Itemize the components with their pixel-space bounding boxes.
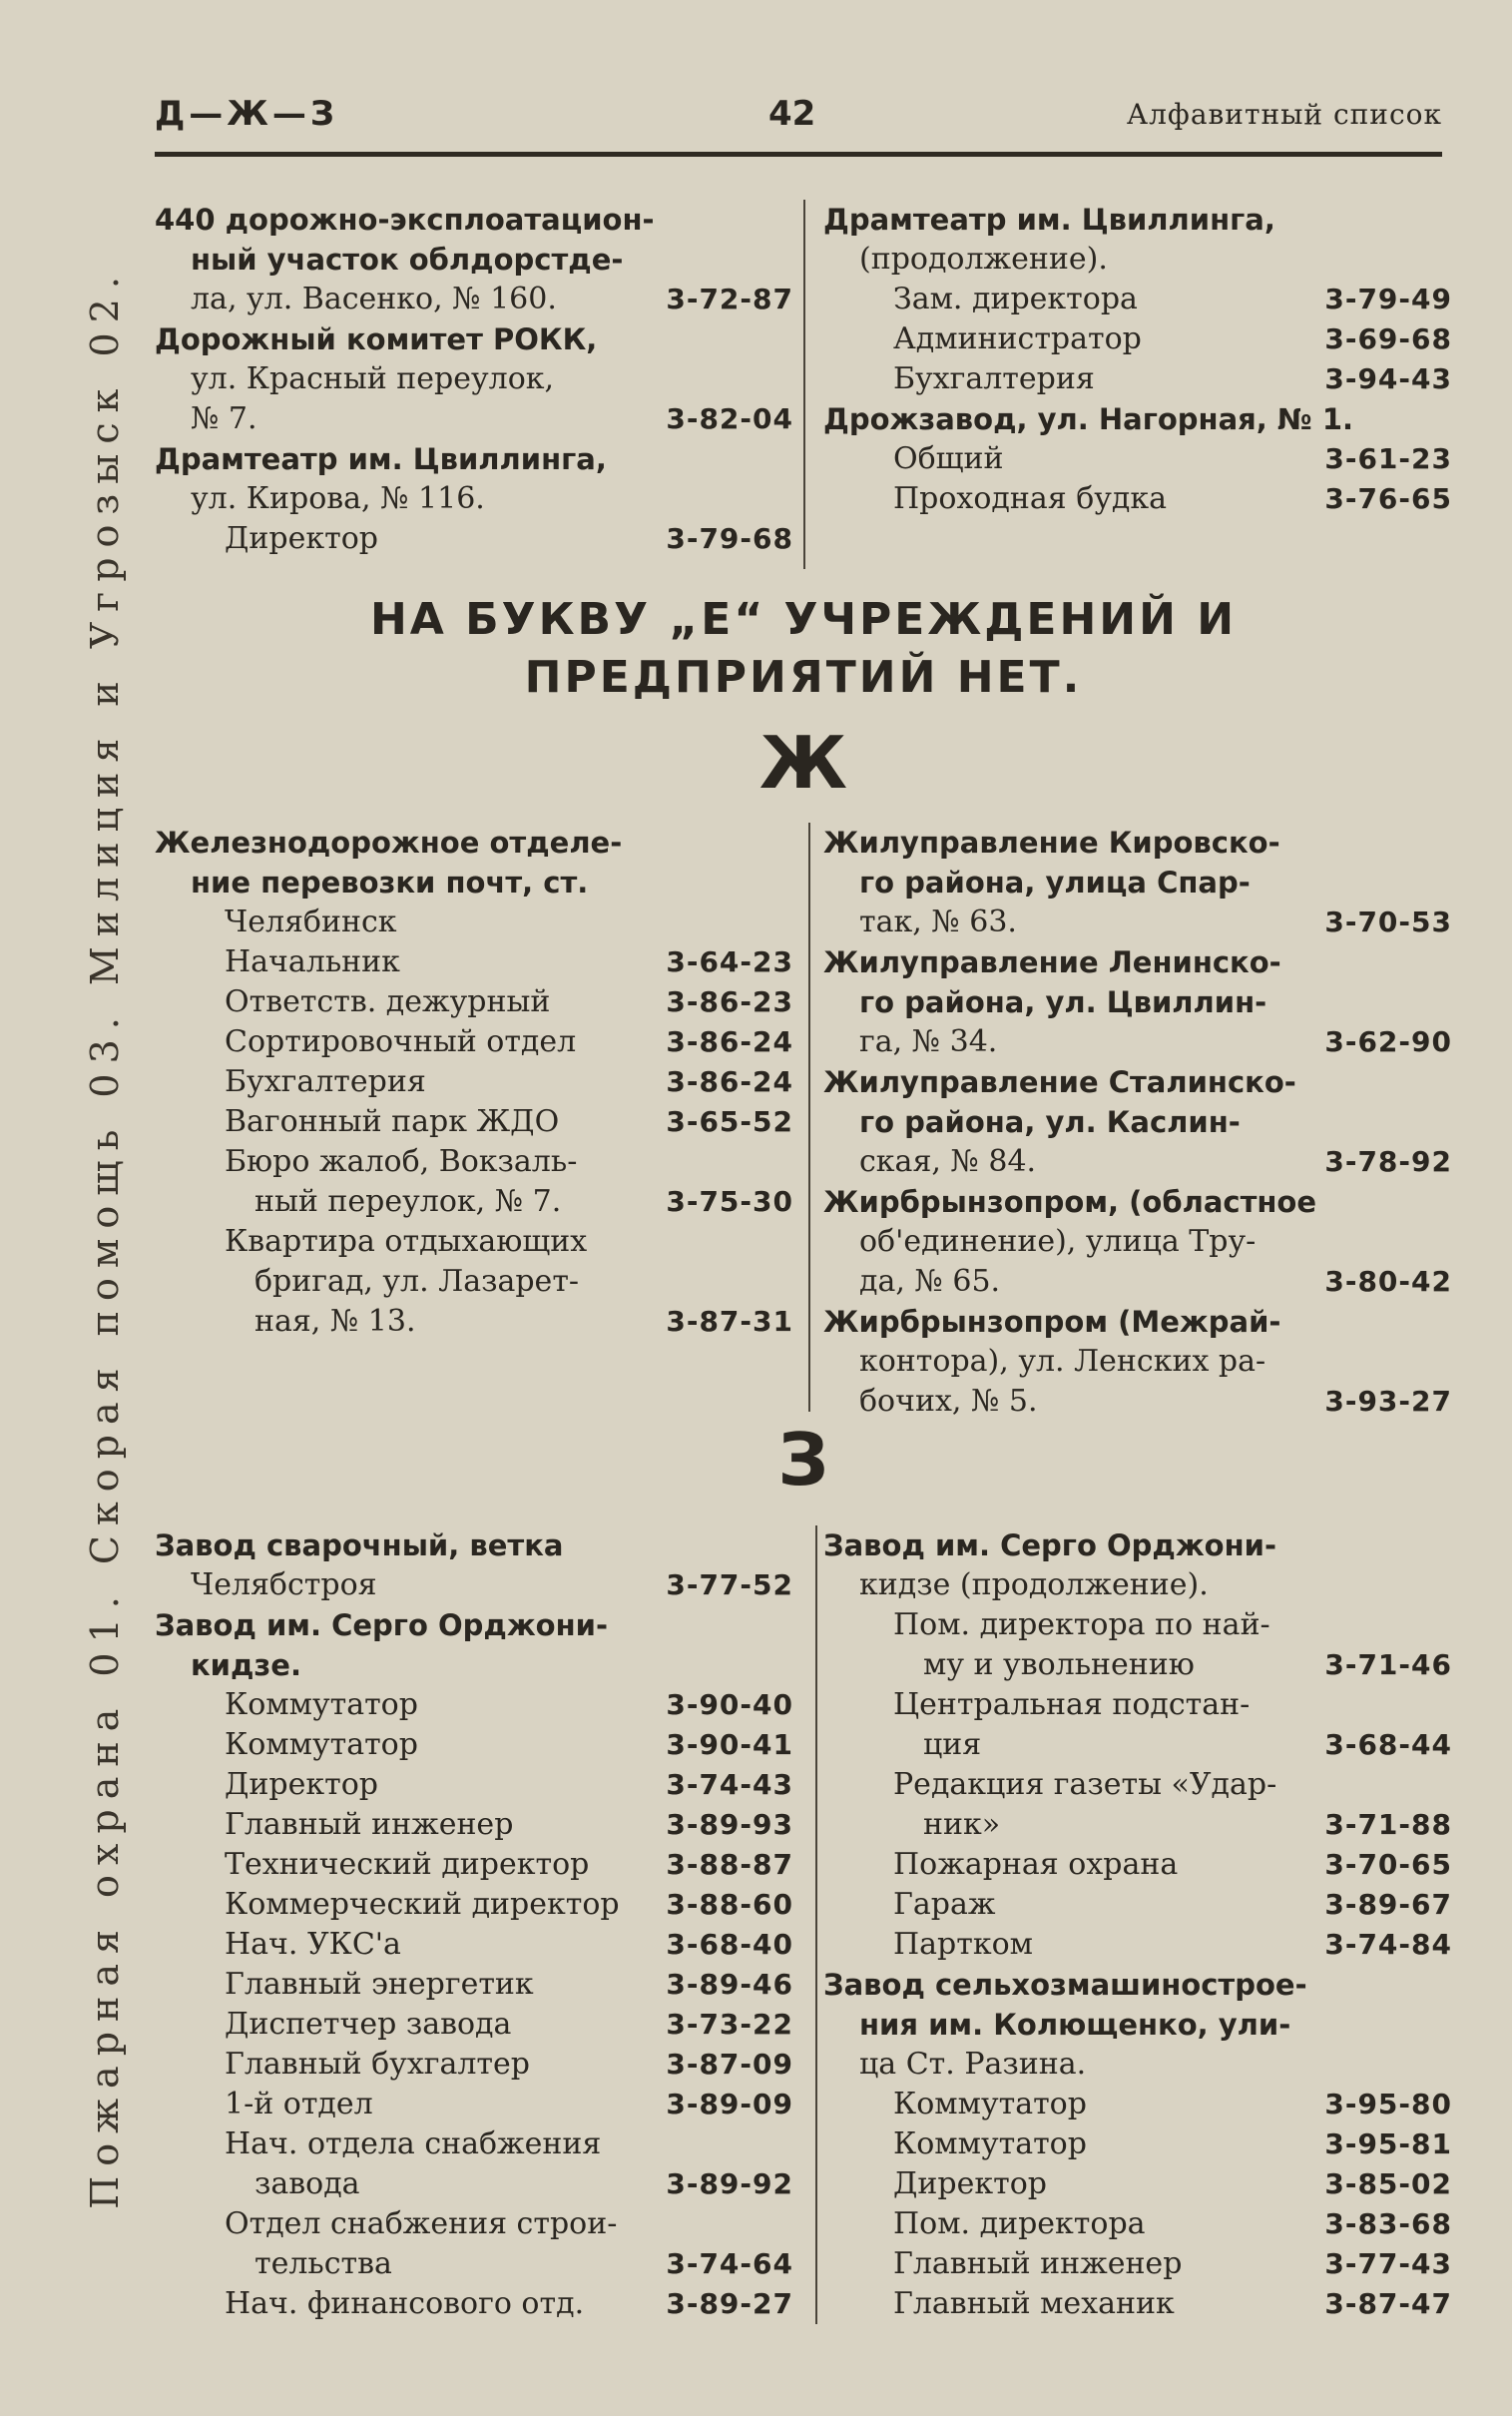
entry-line-with-phone (155, 2284, 793, 2324)
phone-number: 3-86-24 (666, 1065, 793, 1098)
organization-name: Завод сварочный, ветка (155, 1528, 564, 1562)
phone-number: 3-71-88 (1324, 1808, 1452, 1841)
entry-line-with-phone (823, 1382, 1452, 1422)
phone-number: 3-71-46 (1324, 1648, 1452, 1681)
directory-entry (155, 1525, 793, 1605)
page-number: 42 (768, 94, 816, 134)
entry-line (823, 1182, 1452, 1222)
phone-number: 3-73-22 (666, 2008, 793, 2041)
entry-text: Партком (893, 1927, 1033, 1962)
entry-line-with-phone (823, 1645, 1452, 1685)
entry-line-with-phone (155, 1725, 793, 1765)
phone-number: 3-74-84 (1324, 1928, 1452, 1961)
entry-text: Квартира отдыхающих (225, 1224, 588, 1259)
directory-entry (155, 823, 793, 1342)
entry-line-with-phone (155, 1102, 793, 1142)
entry-text: завода (254, 2166, 360, 2201)
phone-number: 3-79-49 (1324, 283, 1452, 315)
entry-line (823, 1525, 1452, 1565)
entry-line (155, 2204, 793, 2244)
phone-number: 3-61-23 (1324, 442, 1452, 475)
phone-number: 3-68-40 (666, 1928, 793, 1961)
directory-entry (823, 1302, 1452, 1422)
entry-line-with-phone (155, 2005, 793, 2045)
entry-text: 1-й отдел (225, 2087, 373, 2121)
entry-text: Коммутатор (225, 1727, 418, 1762)
phone-number: 3-77-52 (666, 1568, 793, 1601)
entry-text: Отдел снабжения строи- (225, 2206, 618, 2241)
entry-text: Центральная подстан- (893, 1687, 1251, 1722)
entry-text: конторa), ул. Ленских ра- (859, 1344, 1266, 1379)
entry-line-with-phone (823, 479, 1452, 519)
entry-line-with-phone (823, 1022, 1452, 1062)
section-z-right (823, 1525, 1452, 2324)
phone-number: 3-89-09 (666, 2088, 793, 2120)
entry-line (155, 240, 793, 280)
entry-text: Коммерческий директор (225, 1887, 620, 1922)
letter-e-notice-line2: ПРЕДПРИЯТИЙ НЕТ. (524, 652, 1083, 703)
entry-text: (продолжение). (859, 242, 1108, 277)
entry-text: Сортировочный отдел (225, 1024, 577, 1059)
phone-number: 3-75-30 (666, 1185, 793, 1218)
entry-line (823, 942, 1452, 982)
entry-text: Гараж (893, 1887, 996, 1922)
phone-number: 3-88-60 (666, 1888, 793, 1921)
entry-text: Челябинск (225, 905, 397, 939)
organization-name: го района, ул. Каслин- (859, 1105, 1241, 1139)
organization-name: Жирбрынзопром (Межрай- (823, 1305, 1281, 1339)
entry-text: тельства (254, 2246, 392, 2281)
organization-name: го района, ул. Цвиллин- (859, 985, 1267, 1019)
entry-text: га, № 34. (859, 1024, 998, 1059)
directory-entry (823, 1062, 1452, 1182)
entry-text: Администратор (893, 321, 1142, 356)
entry-text: Бухгалтерия (225, 1064, 426, 1099)
entry-line-with-phone (823, 903, 1452, 942)
phone-number: 3-89-67 (1324, 1888, 1452, 1921)
entry-text: Редакция газеты «Удар- (893, 1767, 1277, 1802)
entry-line-with-phone (155, 1062, 793, 1102)
organization-name: Завод им. Серго Орджони- (155, 1608, 608, 1642)
directory-entry (155, 319, 793, 439)
organization-name: кидзе. (191, 1648, 301, 1682)
phone-number: 3-93-27 (1324, 1385, 1452, 1418)
entry-text: Технический директор (225, 1847, 590, 1882)
entry-line (155, 1262, 793, 1302)
section-zh (155, 823, 1452, 1422)
organization-name: ния им. Колющенко, ули- (859, 2008, 1291, 2042)
organization-name: Драмтеатр им. Цвиллинга, (823, 203, 1275, 237)
entry-line-with-phone (823, 1725, 1452, 1765)
entry-line (155, 200, 793, 240)
phone-number: 3-74-43 (666, 1768, 793, 1801)
entry-text: да, № 65. (859, 1264, 1001, 1299)
entry-text: Бюро жалоб, Вокзаль- (225, 1144, 578, 1179)
page-header (155, 88, 1442, 157)
organization-name: Дрожзавод, ул. Нагорная, № 1. (823, 402, 1354, 436)
entry-line (823, 2005, 1452, 2045)
directory-entry (823, 942, 1452, 1062)
entry-text: Пом. директора по най- (893, 1607, 1270, 1642)
entry-line (823, 399, 1452, 439)
entry-line-with-phone (823, 2124, 1452, 2164)
directory-entry (155, 200, 793, 319)
section-d-right (823, 200, 1452, 519)
entry-line (155, 319, 793, 359)
entry-line-with-phone (155, 1182, 793, 1222)
entry-line-with-phone (155, 1565, 793, 1605)
phone-number: 3-70-65 (1324, 1848, 1452, 1881)
entry-line (823, 240, 1452, 280)
entry-text: ция (923, 1727, 982, 1762)
phone-number: 3-89-92 (666, 2167, 793, 2200)
phone-number: 3-83-68 (1324, 2207, 1452, 2240)
column-divider (815, 1525, 817, 2324)
column-divider (808, 823, 810, 1412)
entry-line (823, 2045, 1452, 2085)
entry-text: Главный бухгалтер (225, 2047, 530, 2082)
phone-number: 3-86-23 (666, 985, 793, 1018)
directory-entry (823, 1965, 1452, 2324)
entry-line-with-phone (823, 1805, 1452, 1845)
entry-text: Вагонный парк ЖДО (225, 1104, 560, 1139)
phone-number: 3-82-04 (666, 402, 793, 435)
entry-line (155, 1525, 793, 1565)
entry-text: ный переулок, № 7. (254, 1184, 562, 1219)
entry-text: Начальник (225, 944, 400, 979)
section-z (155, 1525, 1452, 2344)
entry-line (155, 823, 793, 863)
entry-line (823, 1965, 1452, 2005)
entry-line-with-phone (823, 319, 1452, 359)
entry-text: ца Ст. Разина. (859, 2047, 1087, 2082)
entry-text: Главный энергетик (225, 1967, 534, 2002)
entry-text: Пом. директора (893, 2206, 1146, 2241)
phone-number: 3-90-40 (666, 1688, 793, 1721)
phone-number: 3-94-43 (1324, 362, 1452, 395)
entry-text: Нач. финансового отд. (225, 2286, 585, 2321)
entry-text: ул. Красный переулок, (191, 361, 555, 396)
entry-text: Бухгалтерия (893, 361, 1095, 396)
entry-line-with-phone (155, 2045, 793, 2085)
organization-name: 440 дорожно-эксплоатацион- (155, 203, 655, 237)
phone-number: 3-70-53 (1324, 906, 1452, 938)
entry-line-with-phone (155, 1765, 793, 1805)
phone-number: 3-89-93 (666, 1808, 793, 1841)
entry-line-with-phone (823, 439, 1452, 479)
entry-line-with-phone (823, 1845, 1452, 1885)
entry-text: Зам. директора (893, 282, 1138, 316)
entry-line (155, 1605, 793, 1645)
letter-zh-heading: Ж (758, 721, 848, 805)
entry-text: Коммутатор (225, 1687, 418, 1722)
phone-number: 3-77-43 (1324, 2247, 1452, 2280)
header-letters: Д—Ж—З (155, 94, 339, 134)
entry-line-with-phone (155, 2085, 793, 2124)
entry-text: Главный инженер (225, 1807, 514, 1842)
entry-line-with-phone (155, 1845, 793, 1885)
phone-number: 3-79-68 (666, 522, 793, 555)
entry-text: Коммутатор (893, 2087, 1087, 2121)
entry-line-with-phone (155, 1925, 793, 1965)
phone-number: 3-76-65 (1324, 482, 1452, 515)
entry-text: Директор (225, 1767, 378, 1802)
entry-line (823, 863, 1452, 903)
phone-number: 3-89-27 (666, 2287, 793, 2320)
entry-text: Ответств. дежурный (225, 984, 551, 1019)
entry-text: Нач. отдела снабжения (225, 2126, 602, 2161)
entry-line-with-phone (823, 359, 1452, 399)
letter-e-notice (155, 591, 1452, 707)
entry-text: Пожарная охрана (893, 1847, 1179, 1882)
entry-line-with-phone (155, 519, 793, 559)
entry-line (155, 1142, 793, 1182)
entry-text: Коммутатор (893, 2126, 1087, 2161)
entry-text: Главный механик (893, 2286, 1175, 2321)
margin-text: Пожарная охрана 01. Скорая помощь 03. Милиция и Угрозыск 02. (83, 267, 127, 2209)
section-d-left (155, 200, 793, 559)
entry-line (823, 200, 1452, 240)
section-d (155, 200, 1452, 579)
entry-line-with-phone (155, 942, 793, 982)
entry-line (155, 863, 793, 903)
entry-line (823, 1342, 1452, 1382)
entry-text: ла, ул. Васенко, № 160. (191, 282, 557, 316)
entry-line-with-phone (823, 2244, 1452, 2284)
column-divider (803, 200, 805, 569)
entry-line (823, 823, 1452, 863)
entry-line (823, 1765, 1452, 1805)
entry-line-with-phone (155, 2164, 793, 2204)
entry-line-with-phone (155, 399, 793, 439)
organization-name: Жилуправление Сталинско- (823, 1065, 1296, 1099)
directory-entry (155, 439, 793, 559)
entry-line-with-phone (823, 2164, 1452, 2204)
entry-text: Директор (225, 521, 378, 556)
entry-text: Нач. УКС'а (225, 1927, 401, 1962)
entry-line (823, 1302, 1452, 1342)
entry-line (823, 1102, 1452, 1142)
entry-line-with-phone (155, 2244, 793, 2284)
organization-name: ный участок облдорстде- (191, 243, 624, 277)
phone-number: 3-69-68 (1324, 322, 1452, 355)
organization-name: Драмтеатр им. Цвиллинга, (155, 442, 607, 476)
entry-line (155, 439, 793, 479)
phone-number: 3-80-42 (1324, 1265, 1452, 1298)
phone-number: 3-85-02 (1324, 2167, 1452, 2200)
organization-name: Жилуправление Кировско- (823, 826, 1280, 860)
entry-text: Проходная будка (893, 481, 1168, 516)
phone-number: 3-87-09 (666, 2048, 793, 2081)
entry-line (823, 1605, 1452, 1645)
entry-text: Директор (893, 2166, 1047, 2201)
entry-line-with-phone (155, 1805, 793, 1845)
phone-number: 3-78-92 (1324, 1145, 1452, 1178)
letter-z-heading: З (777, 1418, 829, 1502)
entry-text: так, № 63. (859, 905, 1017, 939)
entry-text: Главный инженер (893, 2246, 1183, 2281)
organization-name: Жилуправление Ленинско- (823, 945, 1281, 979)
organization-name: Завод сельхозмашинострое- (823, 1968, 1307, 2002)
section-zh-left (155, 823, 793, 1342)
organization-name: го района, улица Спар- (859, 866, 1251, 900)
entry-line-with-phone (155, 982, 793, 1022)
entry-text: бочих, № 5. (859, 1384, 1038, 1419)
entry-text: ская, № 84. (859, 1144, 1037, 1179)
entry-text: Челябстроя (191, 1567, 377, 1602)
phone-number: 3-87-31 (666, 1305, 793, 1338)
entry-text: му и увольнению (923, 1647, 1195, 1682)
phone-number: 3-95-81 (1324, 2127, 1452, 2160)
entry-text: кидзе (продолжение). (859, 1567, 1209, 1602)
entry-line (155, 903, 793, 942)
entry-line-with-phone (823, 2204, 1452, 2244)
phone-number: 3-86-24 (666, 1025, 793, 1058)
organization-name: Железнодорожное отделе- (155, 826, 623, 860)
entry-line-with-phone (823, 280, 1452, 319)
entry-line-with-phone (823, 1885, 1452, 1925)
phone-number: 3-88-87 (666, 1848, 793, 1881)
directory-entry (823, 1525, 1452, 1965)
phone-number: 3-64-23 (666, 945, 793, 978)
phone-number: 3-89-46 (666, 1968, 793, 2001)
directory-entry (155, 1605, 793, 2324)
organization-name: Жирбрынзопром, (областное (823, 1185, 1317, 1219)
phone-number: 3-95-80 (1324, 2088, 1452, 2120)
directory-entry (823, 1182, 1452, 1302)
entry-line-with-phone (823, 2284, 1452, 2324)
phone-number: 3-68-44 (1324, 1728, 1452, 1761)
entry-text: ник» (923, 1807, 1001, 1842)
entry-line-with-phone (155, 1885, 793, 1925)
entry-line-with-phone (155, 1965, 793, 2005)
margin-emergency-numbers (40, 160, 170, 2316)
entry-text: бригад, ул. Лазарет- (254, 1264, 580, 1299)
entry-text: ная, № 13. (254, 1304, 416, 1339)
entry-text: Диспетчер завода (225, 2007, 512, 2042)
entry-line (155, 359, 793, 399)
entry-line (823, 1062, 1452, 1102)
organization-name: ние перевозки почт, ст. (191, 866, 589, 900)
entry-line-with-phone (823, 1262, 1452, 1302)
entry-line (823, 982, 1452, 1022)
entry-text: ул. Кирова, № 116. (191, 481, 485, 516)
organization-name: Дорожный комитет РОКК, (155, 322, 598, 356)
phone-number: 3-65-52 (666, 1105, 793, 1138)
directory-entry (823, 399, 1452, 519)
organization-name: Завод им. Серго Орджони- (823, 1528, 1276, 1562)
entry-line (823, 1565, 1452, 1605)
entry-line (155, 479, 793, 519)
phone-number: 3-62-90 (1324, 1025, 1452, 1058)
directory-entry (823, 200, 1452, 399)
entry-line-with-phone (155, 1022, 793, 1062)
entry-line-with-phone (155, 280, 793, 319)
entry-line (823, 1685, 1452, 1725)
entry-line (155, 1222, 793, 1262)
entry-line-with-phone (155, 1302, 793, 1342)
entry-line-with-phone (823, 1925, 1452, 1965)
entry-line (155, 2124, 793, 2164)
phone-number: 3-72-87 (666, 283, 793, 315)
entry-line (823, 1222, 1452, 1262)
section-zh-right (823, 823, 1452, 1422)
letter-e-notice-line1: НА БУКВУ „Е“ УЧРЕЖДЕНИЙ И (369, 594, 1238, 645)
entry-line (155, 1645, 793, 1685)
entry-line-with-phone (823, 2085, 1452, 2124)
phone-number: 3-90-41 (666, 1728, 793, 1761)
directory-entry (823, 823, 1452, 942)
entry-text: об'единение), улица Тру- (859, 1224, 1257, 1259)
header-title: Алфавитный список (1126, 98, 1442, 131)
entry-text: № 7. (191, 401, 257, 436)
entry-text: Общий (893, 441, 1004, 476)
phone-number: 3-87-47 (1324, 2287, 1452, 2320)
phone-number: 3-74-64 (666, 2247, 793, 2280)
entry-line-with-phone (155, 1685, 793, 1725)
entry-line-with-phone (823, 1142, 1452, 1182)
section-z-left (155, 1525, 793, 2324)
